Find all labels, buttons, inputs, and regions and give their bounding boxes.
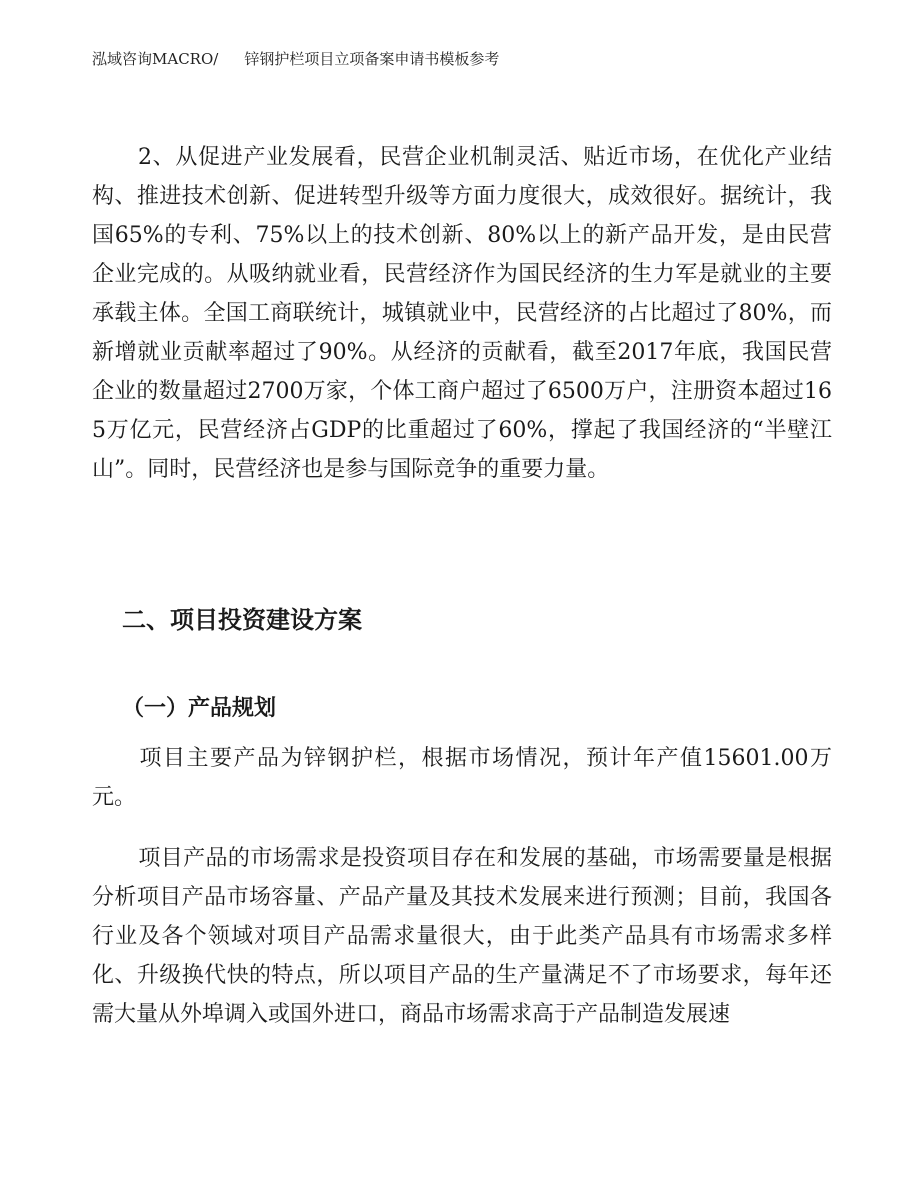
- body-paragraph-3: [92, 839, 832, 1034]
- header-company: 泓域咨询MACRO/: [92, 50, 219, 68]
- paragraph-3-text: 项目产品的市场需求是投资项目存在和发展的基础，市场需要量是根据分析项目产品市场容量、产品产量及其技术发展来进行预测；目前，我国各行业及各个领域对项目产品需求量很大，由于此类产品具有市场需求多样化、升级换代快的特点，所以项目产品的生产量满足不了市场要求，每年还需大量从外埠调入或国外进口，商品市场需求高于产品制造发展速: [92, 846, 832, 1027]
- header-doc-title: 锌钢护栏项目立项备案申请书模板参考: [244, 50, 500, 68]
- body-paragraph-2: [92, 739, 832, 817]
- body-paragraph-1: [92, 138, 832, 489]
- section-heading: 二、项目投资建设方案: [122, 606, 362, 634]
- paragraph-2-text: 项目主要产品为锌钢护栏，根据市场情况，预计年产值15601.00万元。: [92, 746, 832, 810]
- paragraph-1-text: 2、从促进产业发展看，民营企业机制灵活、贴近市场，在优化产业结构、推进技术创新、促进转型升级等方面力度很大，成效很好。据统计，我国65%的专利、75%以上的技术创新、80%以上的新产品开发，是由民营企业完成的。从吸纳就业看，民营经济作为国民经济的生力军是就业的主要承载主体。全国工商联统计，城镇就业中，民营经济的占比超过了80%，而新增就业贡献率超过了90%。从经济的贡献看，截至2017年底，我国民营企业的数量超过2700万家，个体工商户超过了6500万户，注册资本超过165万亿元，民营经济占GDP的比重超过了60%，撑起了我国经济的“半壁江山”。同时，民营经济也是参与国际竞争的重要力量。: [92, 145, 832, 482]
- page-header: [92, 48, 499, 70]
- header-divider: [92, 81, 828, 82]
- subsection-heading: （一）产品规划: [122, 696, 277, 721]
